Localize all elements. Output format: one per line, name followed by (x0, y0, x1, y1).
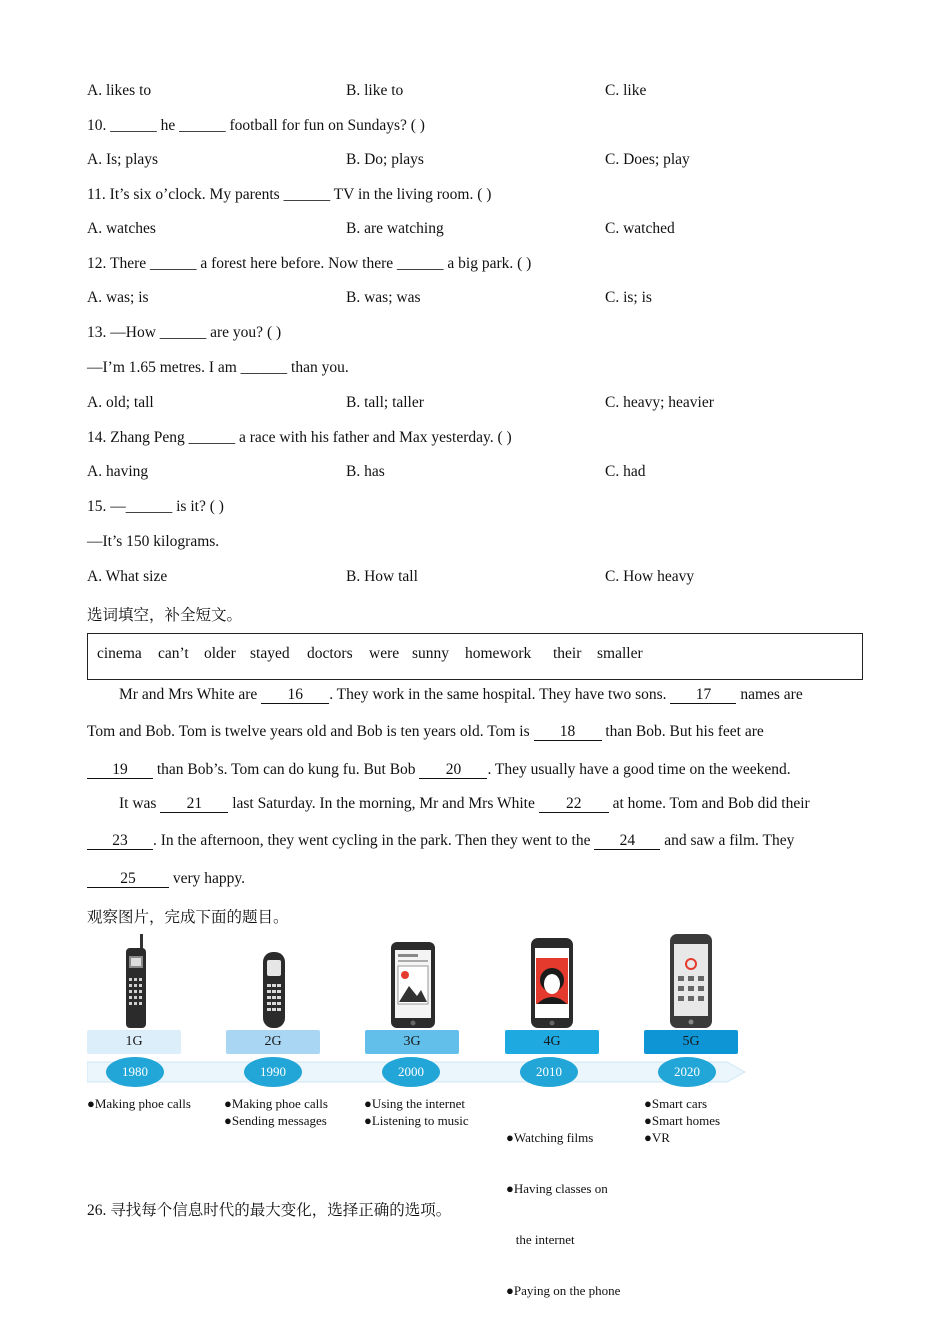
gen-box-3g: 3G (365, 1030, 459, 1054)
gen-box-4g: 4G (505, 1030, 599, 1054)
section-title-word-fill: 选词填空，补全短文。 (87, 607, 243, 624)
q12-option-a: A. was; is (87, 289, 149, 306)
passage-line: Tom and Bob. Tom is twelve years old and Bob is ten years old. Tom is 18 than Bob. But his feet are (87, 723, 764, 740)
blank-20[interactable]: 20 (419, 762, 487, 779)
uses-2g: ●Making phoe calls ●Sending messages (224, 1096, 328, 1128)
q15-option-a: A. What size (87, 568, 168, 585)
blank-16[interactable]: 16 (261, 687, 329, 704)
word-bank-item: their (553, 645, 582, 662)
section-title-picture: 观察图片，完成下面的题目。 (87, 909, 289, 926)
q13-stem2: —I’m 1.65 metres. I am ______ than you. (87, 359, 349, 376)
uses-4g: ●Watching films ●Having classes on the internet ●Paying on the phone (506, 1130, 621, 1298)
uses-3g: ●Using the internet ●Listening to music (364, 1096, 469, 1128)
passage-line: 23 . In the afternoon, they went cycling in the park. Then they went to the 24 and saw a film. They (87, 832, 864, 850)
year-2010: 2010 (520, 1057, 578, 1087)
blank-21[interactable]: 21 (160, 796, 228, 813)
word-bank-item: older (204, 645, 236, 662)
passage-line: It was 21 last Saturday. In the morning, Mr and Mrs White 22 at home. Tom and Bob did their (119, 795, 810, 812)
word-bank-item: can’t (158, 645, 189, 662)
q14-stem: 14. Zhang Peng ______ a race with his father and Max yesterday. ( ) (87, 429, 512, 446)
4g-smartphone-icon (531, 938, 573, 1028)
gen-box-5g: 5G (644, 1030, 738, 1054)
q12-option-c: C. is; is (605, 289, 652, 306)
word-bank-item: stayed (250, 645, 290, 662)
blank-18[interactable]: 18 (534, 724, 602, 741)
q11-option-a: A. watches (87, 220, 156, 237)
word-bank-item: sunny (412, 645, 450, 662)
q13-option-c: C. heavy; heavier (605, 394, 714, 411)
q11-stem: 11. It’s six o’clock. My parents ______ TV in the living room. ( ) (87, 186, 492, 203)
q11-option-c: C. watched (605, 220, 675, 237)
blank-17[interactable]: 17 (670, 687, 736, 704)
q10-option-a: A. Is; plays (87, 151, 159, 168)
blank-22[interactable]: 22 (539, 796, 609, 813)
q13-stem: 13. —How ______ are you? ( ) (87, 324, 282, 341)
year-1990: 1990 (244, 1057, 302, 1087)
blank-23[interactable]: 23 (87, 833, 153, 850)
word-bank-box (87, 633, 863, 680)
uses-5g: ●Smart cars ●Smart homes ●VR (644, 1096, 721, 1145)
brick-phone-icon (124, 934, 148, 1028)
q15-stem: 15. —______ is it? ( ) (87, 498, 224, 515)
q14-option-a: A. having (87, 463, 149, 480)
q11-option-b: B. are watching (346, 220, 444, 237)
year-2020: 2020 (658, 1057, 716, 1087)
q15-option-c: C. How heavy (605, 568, 695, 585)
q14-option-c: C. had (605, 463, 646, 480)
q12-option-b: B. was; was (346, 289, 421, 306)
word-bank-item: cinema (97, 645, 142, 662)
word-bank-item: homework (465, 645, 532, 662)
q13-option-a: A. old; tall (87, 394, 154, 411)
year-2000: 2000 (382, 1057, 440, 1087)
q10-stem: 10. ______ he ______ football for fun on Sundays? ( ) (87, 117, 425, 134)
q10-option-c: C. Does; play (605, 151, 690, 168)
gen-box-2g: 2G (226, 1030, 320, 1054)
word-bank-item: doctors (307, 645, 353, 662)
blank-24[interactable]: 24 (594, 833, 660, 850)
blank-25[interactable]: 25 (87, 871, 169, 888)
q9-option-c: C. like (605, 82, 647, 99)
q13-option-b: B. tall; taller (346, 394, 424, 411)
uses-1g: ●Making phoe calls (87, 1096, 191, 1111)
q9-option-b: B. like to (346, 82, 404, 99)
passage-line: 25 very happy. (87, 870, 864, 888)
q14-option-b: B. has (346, 463, 385, 480)
word-bank-item: smaller (597, 645, 643, 662)
year-1980: 1980 (106, 1057, 164, 1087)
gen-box-1g: 1G (87, 1030, 181, 1054)
q9-option-a: A. likes to (87, 82, 152, 99)
q10-option-b: B. Do; plays (346, 151, 424, 168)
q12-stem: 12. There ______ a forest here before. Now there ______ a big park. ( ) (87, 255, 532, 272)
passage-line: 19 than Bob’s. Tom can do kung fu. But Bob 20 . They usually have a good time on the weekend. (87, 761, 864, 779)
3g-smartphone-icon (391, 942, 435, 1028)
q15-option-b: B. How tall (346, 568, 418, 585)
5g-smartphone-icon (670, 934, 712, 1028)
q15-stem2: —It’s 150 kilograms. (87, 533, 220, 550)
q26-stem: 26. 寻找每个信息时代的最大变化，选择正确的选项。 (87, 1202, 452, 1219)
blank-19[interactable]: 19 (87, 762, 153, 779)
passage-line: Mr and Mrs White are 16 . They work in the same hospital. They have two sons. 17 names are (119, 686, 803, 703)
word-bank-item: were (369, 645, 400, 662)
flip-phone-icon (262, 952, 286, 1028)
